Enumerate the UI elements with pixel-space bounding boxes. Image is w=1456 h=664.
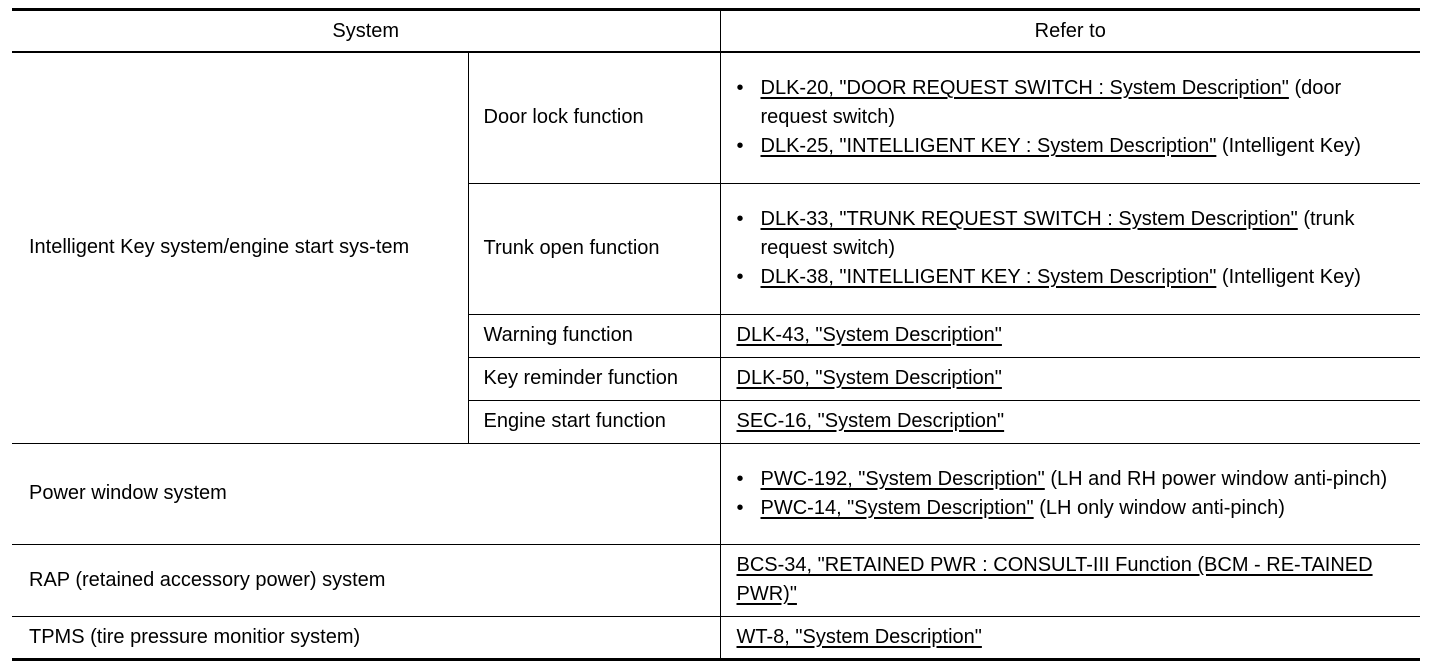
bullet-icon: • [736, 496, 744, 519]
header-row [12, 10, 1420, 53]
reference-link[interactable]: DLK-43, "System Description" [736, 324, 1002, 346]
reference-link[interactable]: SEC-16, "System Description" [736, 410, 1005, 432]
table-row [12, 443, 1420, 544]
reference-link[interactable]: WT-8, "System Description" [736, 625, 982, 648]
list-item [737, 465, 1411, 494]
reference-link[interactable]: DLK-25, "INTELLIGENT KEY : System Description" [760, 135, 1217, 158]
header-refer-to: Refer to [720, 10, 1420, 53]
table-row [12, 52, 1420, 183]
reference-list [737, 205, 1411, 292]
table-row [12, 616, 1420, 659]
list-item [737, 205, 1411, 263]
system-cell-rap: RAP (retained accessory power) system [12, 544, 720, 616]
bullet-icon: • [736, 208, 744, 230]
system-cell-intelligent-key: Intelligent Key system/engine start sys-tem [12, 52, 468, 443]
reference-link[interactable]: DLK-38, "INTELLIGENT KEY : System Description" [760, 266, 1217, 288]
bullet-icon: • [736, 467, 744, 490]
reference-link[interactable]: PWC-14, "System Description" [760, 496, 1034, 519]
function-cell: Door lock function [468, 52, 720, 183]
list-item [737, 263, 1411, 292]
reference-link[interactable]: BCS-34, "RETAINED PWR : CONSULT-III Function (BCM - RE-TAINED PWR)" [736, 554, 1373, 605]
system-reference-table [12, 8, 1420, 661]
reference-link[interactable]: DLK-33, "TRUNK REQUEST SWITCH : System Description" [760, 208, 1298, 230]
reference-link[interactable]: PWC-192, "System Description" [760, 467, 1045, 490]
refer-cell [720, 616, 1420, 659]
bullet-icon: • [736, 135, 744, 158]
function-cell: Warning function [468, 314, 720, 357]
bullet-icon: • [736, 266, 744, 288]
system-cell-power-window: Power window system [12, 443, 720, 544]
reference-note: (LH and RH power window anti-pinch) [1050, 467, 1388, 490]
reference-link[interactable]: DLK-20, "DOOR REQUEST SWITCH : System Description" [760, 77, 1289, 100]
reference-note: (door request switch) [760, 77, 1342, 129]
reference-note: (trunk request switch) [760, 208, 1355, 259]
function-cell: Key reminder function [468, 357, 720, 400]
system-cell-tpms: TPMS (tire pressure monitior system) [12, 616, 720, 659]
table-row [12, 544, 1420, 616]
reference-list [737, 74, 1411, 161]
reference-list [737, 465, 1411, 523]
refer-cell [720, 544, 1420, 616]
function-cell: Trunk open function [468, 183, 720, 314]
list-item [737, 132, 1411, 161]
header-system: System [12, 10, 720, 53]
list-item [737, 494, 1411, 523]
refer-cell [720, 357, 1420, 400]
reference-note: (Intelligent Key) [1221, 266, 1361, 288]
list-item [737, 74, 1411, 132]
reference-link[interactable]: DLK-50, "System Description" [736, 367, 1002, 389]
refer-cell [720, 400, 1420, 443]
bullet-icon: • [736, 77, 744, 100]
reference-note: (LH only window anti-pinch) [1039, 496, 1285, 519]
refer-cell [720, 314, 1420, 357]
refer-cell [720, 443, 1420, 544]
reference-note: (Intelligent Key) [1221, 135, 1361, 158]
function-cell: Engine start function [468, 400, 720, 443]
refer-cell [720, 52, 1420, 183]
refer-cell [720, 183, 1420, 314]
